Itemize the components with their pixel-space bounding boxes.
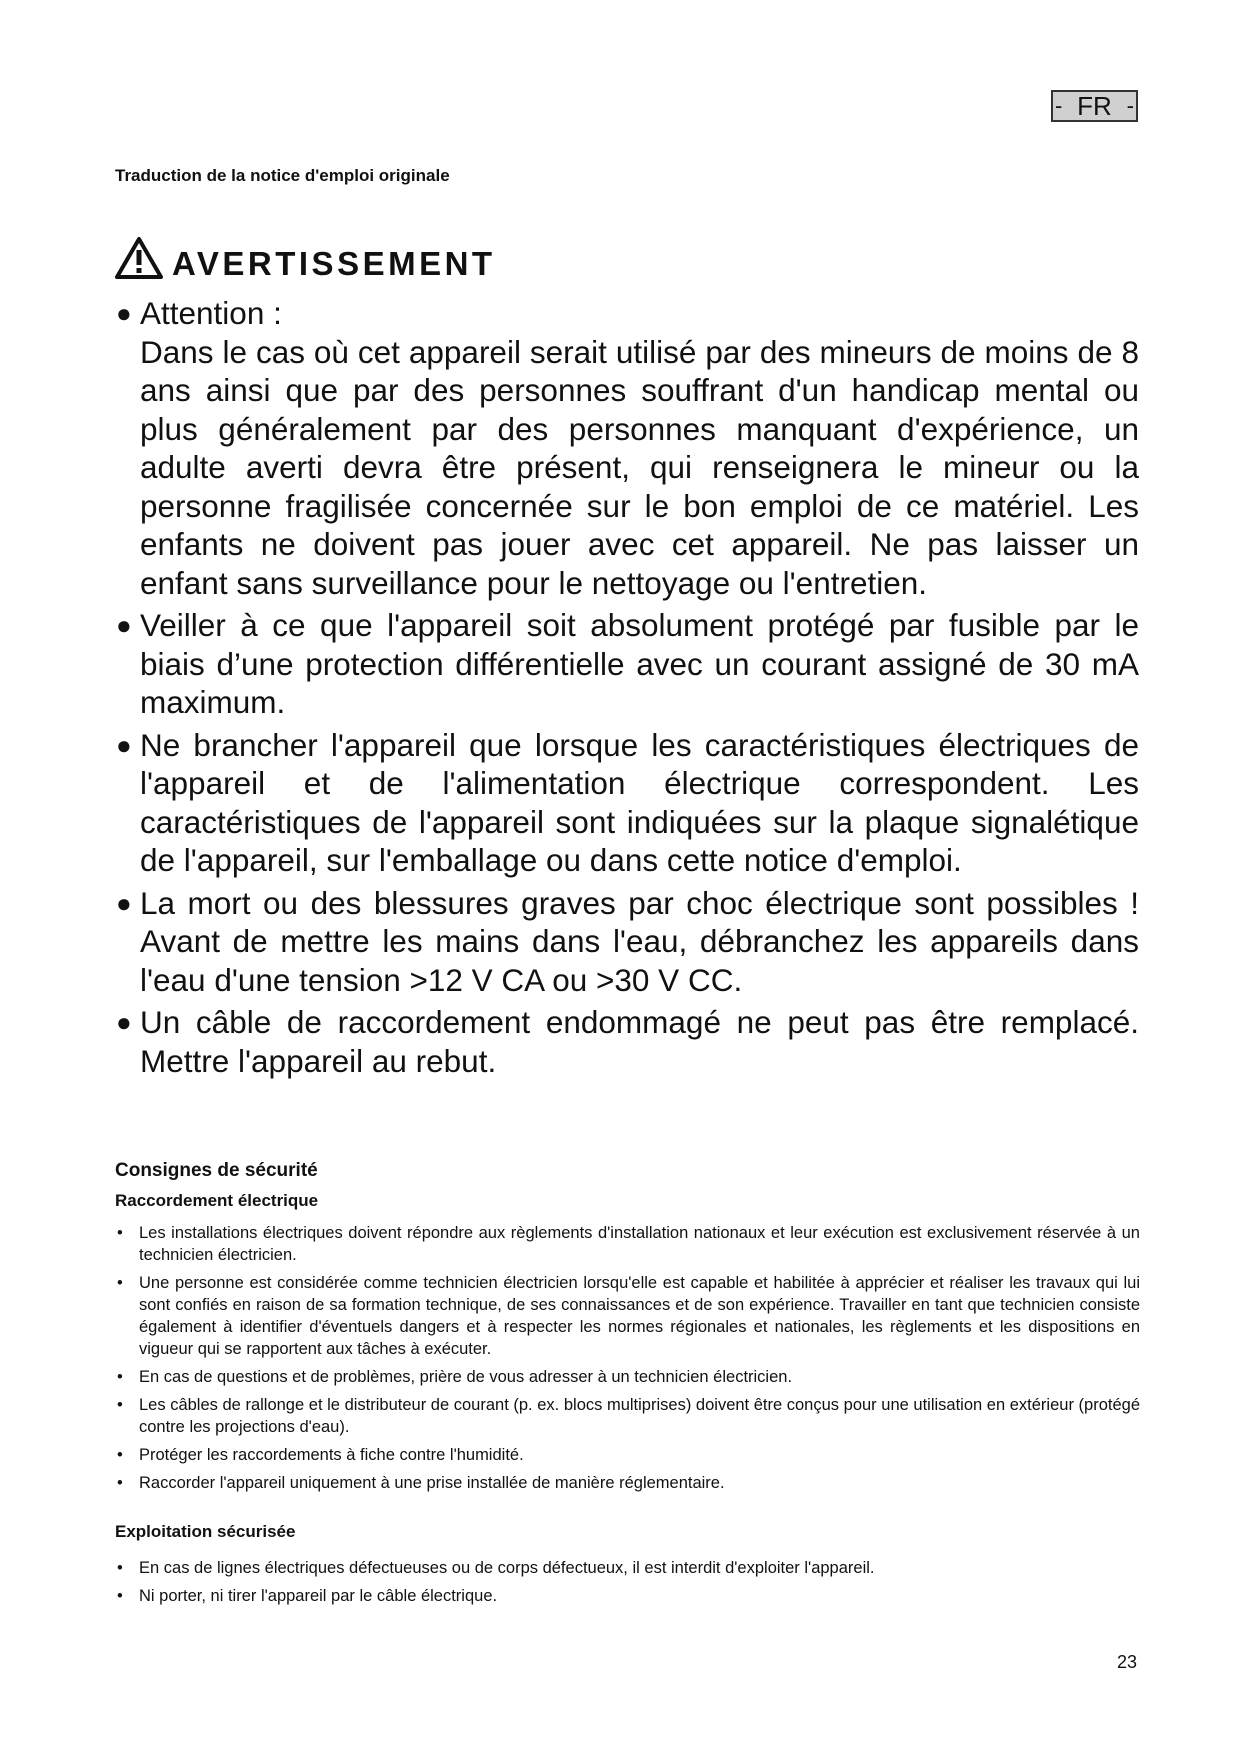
electrical-heading: Raccordement électrique <box>115 1191 319 1210</box>
list-item-text: Ni porter, ni tirer l'appareil par le câble électrique. <box>139 1587 498 1605</box>
bullet-icon: ● <box>116 1007 132 1037</box>
list-item <box>115 1222 1140 1266</box>
list-item-text: En cas de questions et de problèmes, prière de vous adresser à un technicien électricien. <box>139 1368 793 1386</box>
bullet-icon: • <box>117 1587 123 1605</box>
dash-left: - <box>1055 93 1063 118</box>
warning-item <box>114 1003 1139 1080</box>
warning-title: AVERTISSEMENT <box>172 245 496 282</box>
warning-item <box>114 726 1139 880</box>
document-title: Traduction de la notice d'emploi originale <box>115 166 450 185</box>
bullet-icon: • <box>117 1446 123 1464</box>
warning-item-text: Veiller à ce que l'appareil soit absolument protégé par fusible par le biais d’une protection différentielle avec un courant assigné de 30 mA maximum. <box>140 607 1139 720</box>
electrical-list <box>115 1222 1140 1500</box>
bullet-icon: ● <box>116 729 132 760</box>
warning-item <box>114 294 1139 602</box>
warning-triangle-icon <box>114 236 164 280</box>
warning-heading <box>114 236 496 280</box>
bullet-icon: ● <box>116 610 132 640</box>
list-item-text: Protéger les raccordements à fiche contre l'humidité. <box>139 1446 524 1464</box>
language-code: FR <box>1077 91 1112 121</box>
bullet-icon: • <box>117 1474 123 1492</box>
bullet-icon: • <box>117 1396 123 1414</box>
list-item <box>115 1557 1140 1579</box>
warning-item <box>114 606 1139 722</box>
dash-right: - <box>1126 93 1134 118</box>
bullet-icon: • <box>117 1368 123 1386</box>
warning-item-text: Dans le cas où cet appareil serait utilisé par des mineurs de moins de 8 ans ainsi que par des personnes souffrant d'un handicap mental ou plus généralement par des personnes manquant d'expérience, un adulte averti devra être présent, qui renseignera le mineur ou la personne fragilisée concernée sur le bon emploi de ce matériel. Les enfants ne doivent pas jouer avec cet appareil. Ne pas laisser un enfant sans surveillance pour le nettoyage ou l'entretien. <box>140 333 1139 601</box>
page-number: 23 <box>1117 1652 1138 1672</box>
warning-item-text: Ne brancher l'appareil que lorsque les caractéristiques électriques de l'appareil et de l'alimentation électrique correspondent. Les caractéristiques de l'appareil sont indiquées sur la plaque signalétique de l'appareil, sur l'emballage ou dans cette notice d'emploi. <box>140 726 1139 878</box>
operation-heading: Exploitation sécurisée <box>115 1522 296 1541</box>
bullet-icon: ● <box>116 887 132 918</box>
warning-item-label: Attention : <box>140 295 282 331</box>
warning-item-text: Un câble de raccordement endommagé ne peut pas être remplacé. Mettre l'appareil au rebut. <box>140 1004 1139 1079</box>
list-item-text: Raccorder l'appareil uniquement à une prise installée de manière réglementaire. <box>139 1474 725 1492</box>
list-item <box>115 1272 1140 1360</box>
bullet-icon: • <box>117 1274 123 1292</box>
warning-item <box>114 884 1139 1000</box>
list-item <box>115 1444 1140 1466</box>
bullet-icon: • <box>117 1224 123 1242</box>
list-item-text: Les câbles de rallonge et le distributeur de courant (p. ex. blocs multiprises) doivent être conçus pour une utilisation en extérieur (protégé contre les projections d'eau). <box>139 1396 1140 1436</box>
list-item <box>115 1366 1140 1388</box>
bullet-icon: ● <box>116 298 132 328</box>
list-item-text: Les installations électriques doivent répondre aux règlements d'installation nationaux et leur exécution est exclusivement réservée à un technicien électricien. <box>139 1224 1140 1264</box>
list-item <box>115 1585 1140 1607</box>
bullet-icon: • <box>117 1559 123 1577</box>
list-item <box>115 1472 1140 1494</box>
safety-heading: Consignes de sécurité <box>115 1160 318 1181</box>
list-item <box>115 1394 1140 1438</box>
warning-item-text: La mort ou des blessures graves par choc électrique sont possibles ! Avant de mettre les mains dans l'eau, débranchez les appareils dans l'eau d'une tension >12 V CA ou >30 V CC. <box>140 884 1139 998</box>
list-item-text: Une personne est considérée comme technicien électricien lorsqu'elle est capable et habilitée à apprécier et réaliser les travaux qui lui sont confiés en raison de sa formation technique, de ses connaissances et de son expérience. Travailler en tant que technicien consiste également à identifier d'éventuels dangers et à respecter les normes régionales et nationales, les règlements et les dispositions en vigueur qui se rapportent aux tâches à exécuter. <box>139 1274 1140 1358</box>
list-item-text: En cas de lignes électriques défectueuses ou de corps défectueux, il est interdit d'exploiter l'appareil. <box>139 1559 875 1577</box>
warning-list <box>114 294 1139 1084</box>
operation-list <box>115 1557 1140 1613</box>
language-tag <box>1051 90 1138 122</box>
